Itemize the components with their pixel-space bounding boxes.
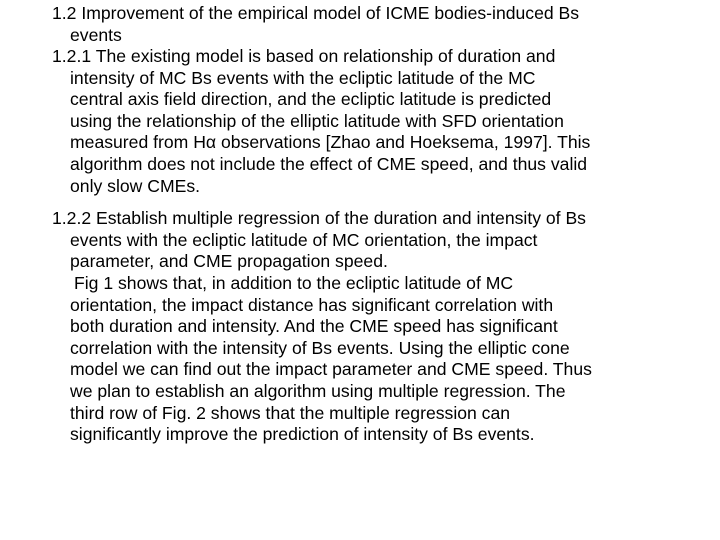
text-line: central axis field direction, and the ecliptic latitude is predicted (70, 89, 552, 110)
text-line: correlation with the intensity of Bs events. Using the elliptic cone (70, 337, 570, 358)
text-line: only slow CMEs. (70, 175, 201, 196)
text-line: algorithm does not include the effect of CME speed, and thus valid (70, 153, 588, 174)
paragraph-1-2-1 (0, 46, 710, 197)
paragraph-fig-1-discussion (0, 273, 710, 446)
text-line: both duration and intensity. And the CME speed has significant (70, 316, 558, 337)
text-line: 1.2.1 The existing model is based on relationship of duration and (52, 46, 556, 66)
text-line: Fig 1 shows that, in addition to the ecliptic latitude of MC (74, 273, 514, 293)
text-line: significantly improve the prediction of intensity of Bs events. (70, 424, 535, 445)
text-line: we plan to establish an algorithm using multiple regression. The (70, 380, 566, 401)
text-line: measured from Hα observations [Zhao and Hoeksema, 1997]. This (70, 132, 591, 153)
text-line: intensity of MC Bs events with the ecliptic latitude of the MC (70, 67, 536, 88)
text-line: events (70, 24, 122, 45)
text-line: events with the ecliptic latitude of MC orientation, the impact (70, 229, 538, 250)
text-line: model we can find out the impact parameter and CME speed. Thus (70, 359, 592, 380)
section-heading-1-2 (0, 3, 710, 46)
text-line: orientation, the impact distance has significant correlation with (70, 294, 554, 315)
text-line: parameter, and CME propagation speed. (70, 251, 388, 272)
paragraph-1-2-2 (0, 208, 710, 273)
text-line: using the relationship of the elliptic latitude with SFD orientation (70, 110, 564, 131)
text-line: third row of Fig. 2 shows that the multiple regression can (70, 402, 511, 423)
text-line: 1.2.2 Establish multiple regression of the duration and intensity of Bs (52, 208, 586, 228)
text-line: 1.2 Improvement of the empirical model of ICME bodies-induced Bs (52, 3, 580, 23)
